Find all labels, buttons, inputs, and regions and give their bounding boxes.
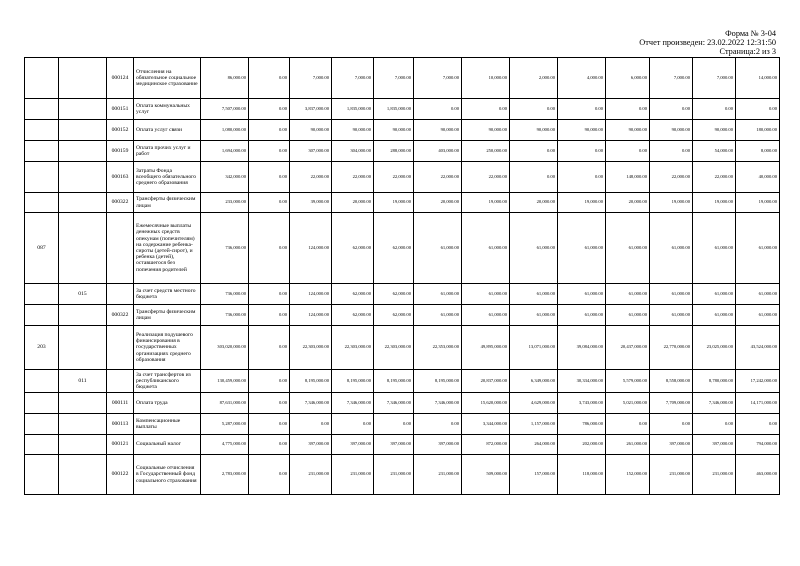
subprogram-code-cell — [59, 58, 107, 99]
amount-cell: 20,837,000.00 — [462, 370, 510, 393]
amount-cell: 463,000.00 — [736, 455, 780, 495]
specifics-code-cell — [107, 326, 134, 370]
amount-cell: 62,000.00 — [374, 305, 414, 326]
program-code-cell: 087 — [25, 213, 59, 284]
amount-cell: 0.00 — [249, 162, 290, 193]
amount-cell: 0.00 — [606, 141, 650, 162]
amount-cell: 342,000.00 — [201, 162, 249, 193]
amount-cell: 61,000.00 — [736, 284, 780, 305]
amount-cell: 157,000.00 — [510, 455, 558, 495]
item-name-cell: Оплата труда — [134, 393, 201, 414]
specifics-code-cell: 000163 — [107, 162, 134, 193]
amount-cell: 0.00 — [249, 120, 290, 141]
amount-cell: 61,000.00 — [693, 305, 736, 326]
amount-cell: 0.00 — [510, 162, 558, 193]
amount-cell: 7,000.00 — [693, 58, 736, 99]
amount-cell: 8,195,000.00 — [332, 370, 374, 393]
report-table — [24, 57, 780, 495]
amount-cell: 61,000.00 — [414, 305, 462, 326]
specifics-code-cell: 000121 — [107, 435, 134, 455]
amount-cell: 61,000.00 — [462, 305, 510, 326]
amount-cell: 3,743,000.00 — [558, 393, 606, 414]
program-code-cell — [25, 141, 59, 162]
amount-cell: 61,000.00 — [558, 213, 606, 284]
amount-cell: 0.00 — [249, 99, 290, 120]
amount-cell: 872,000.00 — [462, 435, 510, 455]
amount-cell: 0.00 — [462, 99, 510, 120]
amount-cell: 19,000.00 — [736, 193, 780, 213]
subprogram-code-cell — [59, 435, 107, 455]
amount-cell: 8,195,000.00 — [374, 370, 414, 393]
amount-cell: 86,000.00 — [201, 58, 249, 99]
amount-cell: 5,021,000.00 — [606, 393, 650, 414]
amount-cell: 19,000.00 — [693, 193, 736, 213]
amount-cell: 233,000.00 — [201, 193, 249, 213]
amount-cell: 22,303,000.00 — [374, 326, 414, 370]
amount-cell: 39,084,000.00 — [558, 326, 606, 370]
amount-cell: 5,579,000.00 — [606, 370, 650, 393]
amount-cell: 509,000.00 — [462, 455, 510, 495]
amount-cell: 3,344,000.00 — [462, 414, 510, 435]
amount-cell: 22,000.00 — [693, 162, 736, 193]
amount-cell: 22,000.00 — [332, 162, 374, 193]
amount-cell: 0.00 — [693, 414, 736, 435]
amount-cell: 403,000.00 — [414, 141, 462, 162]
amount-cell: 397,000.00 — [374, 435, 414, 455]
amount-cell: 231,000.00 — [332, 455, 374, 495]
amount-cell: 22,353,000.00 — [414, 326, 462, 370]
amount-cell: 0.00 — [249, 414, 290, 435]
specifics-code-cell: 000113 — [107, 414, 134, 435]
program-code-cell — [25, 58, 59, 99]
amount-cell: 22,000.00 — [374, 162, 414, 193]
item-name-cell: Социальный налог — [134, 435, 201, 455]
amount-cell: 2,000.00 — [510, 58, 558, 99]
table-row — [25, 141, 780, 162]
amount-cell: 1,080,000.00 — [201, 120, 249, 141]
amount-cell: 0.00 — [249, 326, 290, 370]
report-produced-date: Отчет произведен: 23.02.2022 12:31:50 — [639, 38, 776, 47]
amount-cell: 61,000.00 — [736, 213, 780, 284]
amount-cell: 0.00 — [249, 435, 290, 455]
amount-cell: 1,835,000.00 — [332, 99, 374, 120]
amount-cell: 118,000.00 — [558, 455, 606, 495]
item-name-cell: Оплата коммунальных услуг — [134, 99, 201, 120]
amount-cell: 0.00 — [650, 414, 693, 435]
specifics-code-cell: 000152 — [107, 120, 134, 141]
page-number: Страница:2 из 3 — [719, 47, 776, 56]
amount-cell: 61,000.00 — [462, 284, 510, 305]
subprogram-code-cell — [59, 305, 107, 326]
amount-cell: 23,025,000.00 — [693, 326, 736, 370]
subprogram-code-cell — [59, 393, 107, 414]
amount-cell: 1,835,000.00 — [374, 99, 414, 120]
amount-cell: 0.00 — [606, 99, 650, 120]
subprogram-code-cell — [59, 193, 107, 213]
amount-cell: 61,000.00 — [606, 305, 650, 326]
amount-cell: 90,000.00 — [558, 120, 606, 141]
table-row — [25, 284, 780, 305]
amount-cell: 397,000.00 — [414, 435, 462, 455]
amount-cell: 0.00 — [249, 58, 290, 99]
amount-cell: 0.00 — [249, 193, 290, 213]
item-name-cell: Социальные отчисления в Государственный фонд социального страхования — [134, 455, 201, 495]
amount-cell: 54,000.00 — [693, 141, 736, 162]
amount-cell: 0.00 — [249, 213, 290, 284]
amount-cell: 6,000.00 — [606, 58, 650, 99]
specifics-code-cell: 000322 — [107, 193, 134, 213]
table-row — [25, 120, 780, 141]
amount-cell: 49,895,000.00 — [462, 326, 510, 370]
table-row — [25, 162, 780, 193]
program-code-cell — [25, 99, 59, 120]
table-row — [25, 393, 780, 414]
amount-cell: 736,000.00 — [201, 213, 249, 284]
amount-cell: 7,000.00 — [374, 58, 414, 99]
amount-cell: 0.00 — [414, 99, 462, 120]
amount-cell: 4,775,000.00 — [201, 435, 249, 455]
amount-cell: 90,000.00 — [374, 120, 414, 141]
amount-cell: 61,000.00 — [510, 284, 558, 305]
item-name-cell: Трансферты физическим лицам — [134, 305, 201, 326]
amount-cell: 61,000.00 — [510, 213, 558, 284]
amount-cell: 124,000.00 — [290, 284, 332, 305]
subprogram-code-cell — [59, 99, 107, 120]
program-code-cell — [25, 370, 59, 393]
specifics-code-cell: 000122 — [107, 455, 134, 495]
amount-cell: 15,620,000.00 — [462, 393, 510, 414]
item-name-cell: За счет средств местного бюджета — [134, 284, 201, 305]
amount-cell: 0.00 — [249, 393, 290, 414]
amount-cell: 231,000.00 — [693, 455, 736, 495]
amount-cell: 90,000.00 — [606, 120, 650, 141]
amount-cell: 231,000.00 — [414, 455, 462, 495]
table-row — [25, 414, 780, 435]
item-name-cell: Реализация подушевого финансирования в государственных организациях среднего образования — [134, 326, 201, 370]
amount-cell: 231,000.00 — [290, 455, 332, 495]
amount-cell: 14,000.00 — [736, 58, 780, 99]
amount-cell: 61,000.00 — [693, 213, 736, 284]
amount-cell: 61,000.00 — [558, 305, 606, 326]
amount-cell: 794,000.00 — [736, 435, 780, 455]
amount-cell: 90,000.00 — [462, 120, 510, 141]
subprogram-code-cell — [59, 120, 107, 141]
amount-cell: 7,346,000.00 — [332, 393, 374, 414]
amount-cell: 22,000.00 — [650, 162, 693, 193]
amount-cell: 7,000.00 — [414, 58, 462, 99]
amount-cell: 7,346,000.00 — [693, 393, 736, 414]
amount-cell: 61,000.00 — [414, 284, 462, 305]
amount-cell: 20,000.00 — [510, 193, 558, 213]
amount-cell: 61,000.00 — [414, 213, 462, 284]
specifics-code-cell: 000322 — [107, 305, 134, 326]
amount-cell: 303,020,000.00 — [201, 326, 249, 370]
item-name-cell: Затраты Фонда всеобщего обязательного среднего образования — [134, 162, 201, 193]
table-row — [25, 99, 780, 120]
report-body — [25, 58, 780, 495]
amount-cell: 13,071,000.00 — [510, 326, 558, 370]
amount-cell: 90,000.00 — [290, 120, 332, 141]
table-row — [25, 370, 780, 393]
amount-cell: 7,346,000.00 — [374, 393, 414, 414]
amount-cell: 8,000.00 — [736, 141, 780, 162]
amount-cell: 3,837,000.00 — [290, 99, 332, 120]
amount-cell: 5,287,000.00 — [201, 414, 249, 435]
item-name-cell: Оплата прочих услуг и работ — [134, 141, 201, 162]
specifics-code-cell: 000124 — [107, 58, 134, 99]
subprogram-code-cell — [59, 141, 107, 162]
item-name-cell: Трансферты физическим лицам — [134, 193, 201, 213]
amount-cell: 0.00 — [558, 141, 606, 162]
subprogram-code-cell: 015 — [59, 284, 107, 305]
amount-cell: 0.00 — [558, 162, 606, 193]
amount-cell: 736,000.00 — [201, 284, 249, 305]
amount-cell: 62,000.00 — [332, 305, 374, 326]
item-name-cell: Компенсационные выплаты — [134, 414, 201, 435]
amount-cell: 61,000.00 — [736, 305, 780, 326]
amount-cell: 736,000.00 — [201, 305, 249, 326]
amount-cell: 202,000.00 — [558, 435, 606, 455]
amount-cell: 397,000.00 — [290, 435, 332, 455]
amount-cell: 62,000.00 — [374, 213, 414, 284]
amount-cell: 0.00 — [606, 414, 650, 435]
amount-cell: 0.00 — [249, 141, 290, 162]
amount-cell: 40,000.00 — [736, 162, 780, 193]
amount-cell: 22,000.00 — [414, 162, 462, 193]
amount-cell: 124,000.00 — [290, 305, 332, 326]
amount-cell: 87,631,000.00 — [201, 393, 249, 414]
amount-cell: 307,000.00 — [290, 141, 332, 162]
amount-cell: 304,000.00 — [332, 141, 374, 162]
amount-cell: 10,000.00 — [462, 58, 510, 99]
amount-cell: 61,000.00 — [606, 213, 650, 284]
amount-cell: 0.00 — [736, 99, 780, 120]
amount-cell: 7,507,000.00 — [201, 99, 249, 120]
amount-cell: 22,000.00 — [462, 162, 510, 193]
amount-cell: 152,000.00 — [606, 455, 650, 495]
amount-cell: 288,000.00 — [374, 141, 414, 162]
amount-cell: 0.00 — [249, 305, 290, 326]
amount-cell: 22,770,000.00 — [650, 326, 693, 370]
amount-cell: 30,334,000.00 — [558, 370, 606, 393]
amount-cell: 0.00 — [374, 414, 414, 435]
program-code-cell — [25, 305, 59, 326]
amount-cell: 61,000.00 — [462, 213, 510, 284]
amount-cell: 19,000.00 — [650, 193, 693, 213]
amount-cell: 0.00 — [290, 414, 332, 435]
amount-cell: 0.00 — [249, 284, 290, 305]
amount-cell: 20,000.00 — [332, 193, 374, 213]
amount-cell: 4,629,000.00 — [510, 393, 558, 414]
table-row — [25, 58, 780, 99]
amount-cell: 14,171,000.00 — [736, 393, 780, 414]
subprogram-code-cell — [59, 326, 107, 370]
amount-cell: 20,000.00 — [606, 193, 650, 213]
amount-cell: 90,000.00 — [414, 120, 462, 141]
item-name-cell: За счет трансфертов из республиканского бюджета — [134, 370, 201, 393]
item-name-cell: Отчисления на обязательное социальное медицинское страхование — [134, 58, 201, 99]
amount-cell: 8,558,000.00 — [650, 370, 693, 393]
amount-cell: 61,000.00 — [650, 305, 693, 326]
amount-cell: 264,000.00 — [510, 435, 558, 455]
amount-cell: 62,000.00 — [374, 284, 414, 305]
amount-cell: 130,459,000.00 — [201, 370, 249, 393]
amount-cell: 22,000.00 — [290, 162, 332, 193]
amount-cell: 90,000.00 — [332, 120, 374, 141]
amount-cell: 0.00 — [650, 141, 693, 162]
amount-cell: 61,000.00 — [650, 213, 693, 284]
specifics-code-cell: 000111 — [107, 393, 134, 414]
amount-cell: 90,000.00 — [693, 120, 736, 141]
amount-cell: 231,000.00 — [374, 455, 414, 495]
amount-cell: 22,303,000.00 — [290, 326, 332, 370]
amount-cell: 0.00 — [510, 99, 558, 120]
amount-cell: 7,000.00 — [290, 58, 332, 99]
amount-cell: 0.00 — [249, 455, 290, 495]
amount-cell: 148,000.00 — [606, 162, 650, 193]
amount-cell: 261,000.00 — [606, 435, 650, 455]
amount-cell: 61,000.00 — [650, 284, 693, 305]
item-name-cell: Оплата услуг связи — [134, 120, 201, 141]
amount-cell: 90,000.00 — [650, 120, 693, 141]
amount-cell: 397,000.00 — [332, 435, 374, 455]
amount-cell: 4,000.00 — [558, 58, 606, 99]
amount-cell: 0.00 — [510, 141, 558, 162]
amount-cell: 7,000.00 — [650, 58, 693, 99]
amount-cell: 0.00 — [249, 370, 290, 393]
amount-cell: 8,780,000.00 — [693, 370, 736, 393]
program-code-cell — [25, 284, 59, 305]
subprogram-code-cell — [59, 455, 107, 495]
amount-cell: 0.00 — [736, 414, 780, 435]
amount-cell: 786,000.00 — [558, 414, 606, 435]
specifics-code-cell — [107, 370, 134, 393]
amount-cell: 39,000.00 — [290, 193, 332, 213]
amount-cell: 20,437,000.00 — [606, 326, 650, 370]
amount-cell: 7,346,000.00 — [414, 393, 462, 414]
subprogram-code-cell: 011 — [59, 370, 107, 393]
amount-cell: 61,000.00 — [606, 284, 650, 305]
amount-cell: 61,000.00 — [510, 305, 558, 326]
amount-cell: 62,000.00 — [332, 213, 374, 284]
specifics-code-cell: 000159 — [107, 141, 134, 162]
amount-cell: 43,524,000.00 — [736, 326, 780, 370]
table-row — [25, 435, 780, 455]
amount-cell: 1,157,000.00 — [510, 414, 558, 435]
table-row — [25, 326, 780, 370]
amount-cell: 19,000.00 — [558, 193, 606, 213]
amount-cell: 180,000.00 — [736, 120, 780, 141]
subprogram-code-cell — [59, 162, 107, 193]
specifics-code-cell — [107, 213, 134, 284]
specifics-code-cell — [107, 284, 134, 305]
amount-cell: 124,000.00 — [290, 213, 332, 284]
amount-cell: 17,242,000.00 — [736, 370, 780, 393]
amount-cell: 19,000.00 — [462, 193, 510, 213]
program-code-cell: 203 — [25, 326, 59, 370]
amount-cell: 397,000.00 — [693, 435, 736, 455]
amount-cell: 22,303,000.00 — [332, 326, 374, 370]
specifics-code-cell: 000151 — [107, 99, 134, 120]
amount-cell: 0.00 — [650, 99, 693, 120]
amount-cell: 0.00 — [332, 414, 374, 435]
amount-cell: 62,000.00 — [332, 284, 374, 305]
amount-cell: 20,000.00 — [414, 193, 462, 213]
amount-cell: 19,000.00 — [374, 193, 414, 213]
item-name-cell: Ежемесячные выплаты денежных средств опекунам (попечителям) на содержание ребенка-сироты (детей-сирот), и ребенка (детей), оставшегося без попечения родителей — [134, 213, 201, 284]
amount-cell: 6,349,000.00 — [510, 370, 558, 393]
amount-cell: 0.00 — [558, 99, 606, 120]
program-code-cell — [25, 162, 59, 193]
amount-cell: 7,346,000.00 — [290, 393, 332, 414]
table-row — [25, 305, 780, 326]
amount-cell: 7,000.00 — [332, 58, 374, 99]
table-row — [25, 193, 780, 213]
program-code-cell — [25, 193, 59, 213]
amount-cell: 250,000.00 — [462, 141, 510, 162]
amount-cell: 2,783,000.00 — [201, 455, 249, 495]
amount-cell: 8,195,000.00 — [290, 370, 332, 393]
program-code-cell — [25, 414, 59, 435]
amount-cell: 7,709,000.00 — [650, 393, 693, 414]
subprogram-code-cell — [59, 414, 107, 435]
amount-cell: 0.00 — [693, 99, 736, 120]
amount-cell: 61,000.00 — [693, 284, 736, 305]
amount-cell: 61,000.00 — [558, 284, 606, 305]
form-number: Форма № 3-04 — [725, 29, 776, 38]
program-code-cell — [25, 120, 59, 141]
report-header — [639, 29, 776, 56]
amount-cell: 1,694,000.00 — [201, 141, 249, 162]
amount-cell: 231,000.00 — [650, 455, 693, 495]
program-code-cell — [25, 455, 59, 495]
amount-cell: 0.00 — [414, 414, 462, 435]
table-row — [25, 213, 780, 284]
amount-cell: 397,000.00 — [650, 435, 693, 455]
amount-cell: 8,195,000.00 — [414, 370, 462, 393]
program-code-cell — [25, 435, 59, 455]
program-code-cell — [25, 393, 59, 414]
amount-cell: 90,000.00 — [510, 120, 558, 141]
subprogram-code-cell — [59, 213, 107, 284]
table-row — [25, 455, 780, 495]
